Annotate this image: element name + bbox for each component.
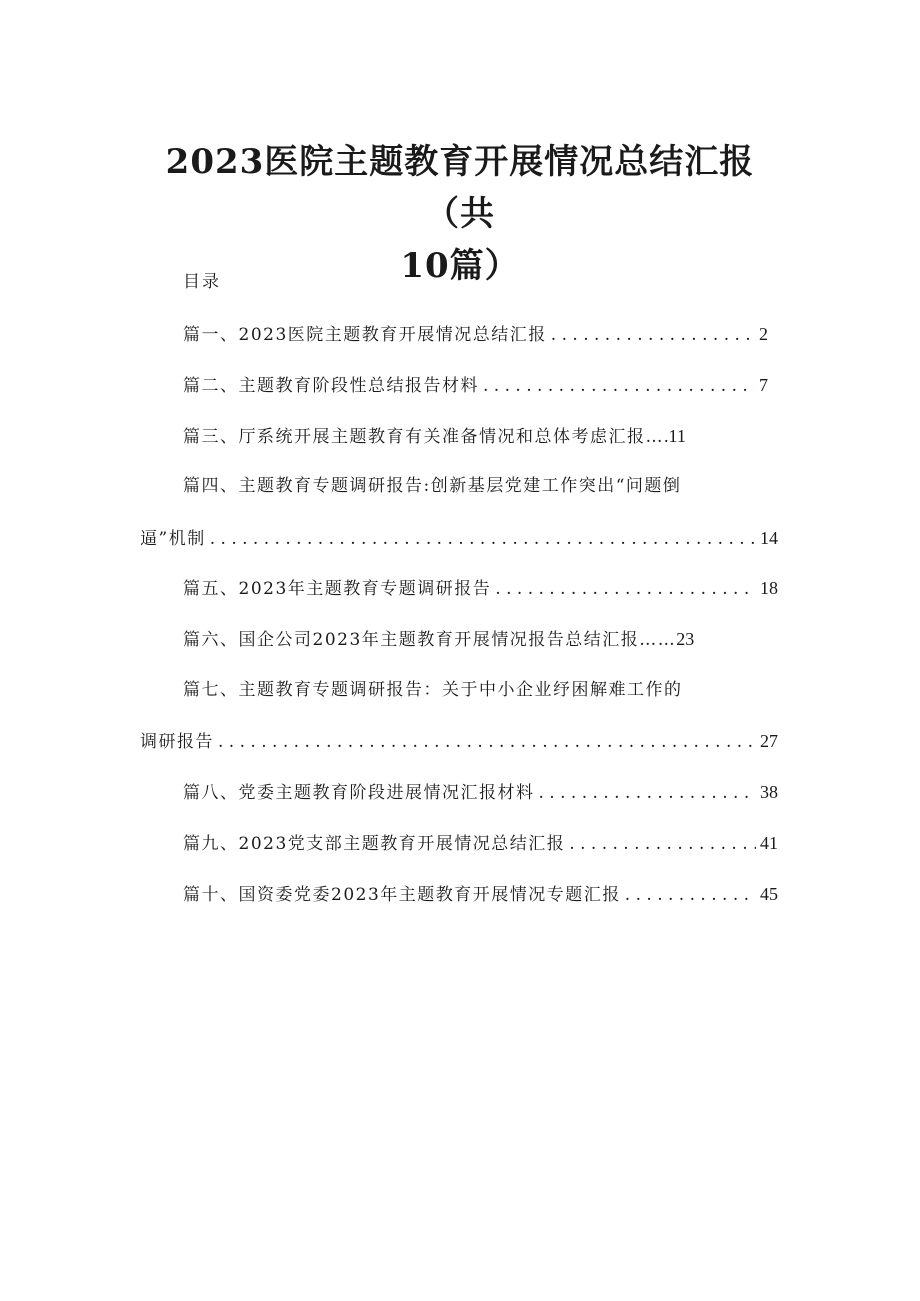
toc-leader-dots	[539, 781, 757, 805]
toc-entry-title: 逼”机制	[140, 529, 206, 549]
toc-leader-dots	[625, 883, 756, 907]
toc-page-number: 7	[759, 375, 768, 395]
toc-entry-title: 篇六、国企公司2023年主题教育开展情况报告总结汇报……	[183, 630, 677, 650]
toc-page-number: 2	[759, 324, 768, 344]
toc-entry-8[interactable]	[183, 780, 778, 805]
toc-entry-title: 篇九、2023党支部主题教育开展情况总结汇报	[183, 834, 566, 854]
toc-entry-6[interactable]	[183, 627, 694, 652]
toc-leader-dots	[210, 527, 756, 551]
toc-entry-title: 篇五、2023年主题教育专题调研报告	[183, 579, 492, 599]
toc-entry-title: 篇一、2023医院主题教育开展情况总结汇报	[183, 325, 547, 345]
document-title	[140, 136, 780, 292]
toc-leader-dots	[495, 577, 756, 601]
toc-page-number: .11	[664, 426, 686, 446]
toc-entry-2[interactable]	[183, 373, 768, 398]
toc-page-number: 27	[760, 731, 778, 751]
toc-entry-5[interactable]	[183, 576, 778, 601]
title-line-1: 2023医院主题教育开展情况总结汇报（共	[165, 142, 755, 234]
toc-page-number: 38	[760, 782, 778, 802]
toc-leader-dots	[218, 730, 756, 754]
toc-page-number: 14	[760, 528, 778, 548]
toc-page-number: 41	[760, 833, 778, 853]
toc-entry-7[interactable]	[140, 729, 778, 754]
toc-heading: 目录	[183, 272, 221, 292]
toc-entry-3[interactable]	[183, 424, 686, 449]
toc-entry-9[interactable]	[183, 831, 778, 856]
toc-entry-title: 篇十、国资委党委2023年主题教育开展情况专题汇报	[183, 885, 621, 905]
toc-page-number: 18	[760, 578, 778, 598]
toc-entry-10[interactable]	[183, 882, 778, 907]
toc-entry-title: 篇三、厅系统开展主题教育有关准备情况和总体考虑汇报…	[183, 427, 664, 447]
toc-entry-title: 调研报告	[140, 732, 214, 752]
toc-entry-4[interactable]	[140, 526, 778, 551]
toc-page-number: 45	[760, 884, 778, 904]
toc-entry-1[interactable]	[183, 322, 768, 347]
toc-entry-title: 篇二、主题教育阶段性总结报告材料	[183, 376, 479, 396]
toc-leader-dots	[483, 374, 755, 398]
toc-leader-dots	[569, 832, 756, 856]
toc-page-number: 23	[676, 629, 695, 649]
title-line-2: 10篇）	[400, 246, 520, 286]
toc-entry-7-line-1[interactable]: 篇七、主题教育专题调研报告：关于中小企业纾困解难工作的	[183, 680, 683, 700]
toc-entry-4-line-1[interactable]: 篇四、主题教育专题调研报告:创新基层党建工作突出“问题倒	[183, 476, 682, 496]
toc-leader-dots	[551, 323, 755, 347]
toc-entry-title: 篇八、党委主题教育阶段进展情况汇报材料	[183, 783, 535, 803]
